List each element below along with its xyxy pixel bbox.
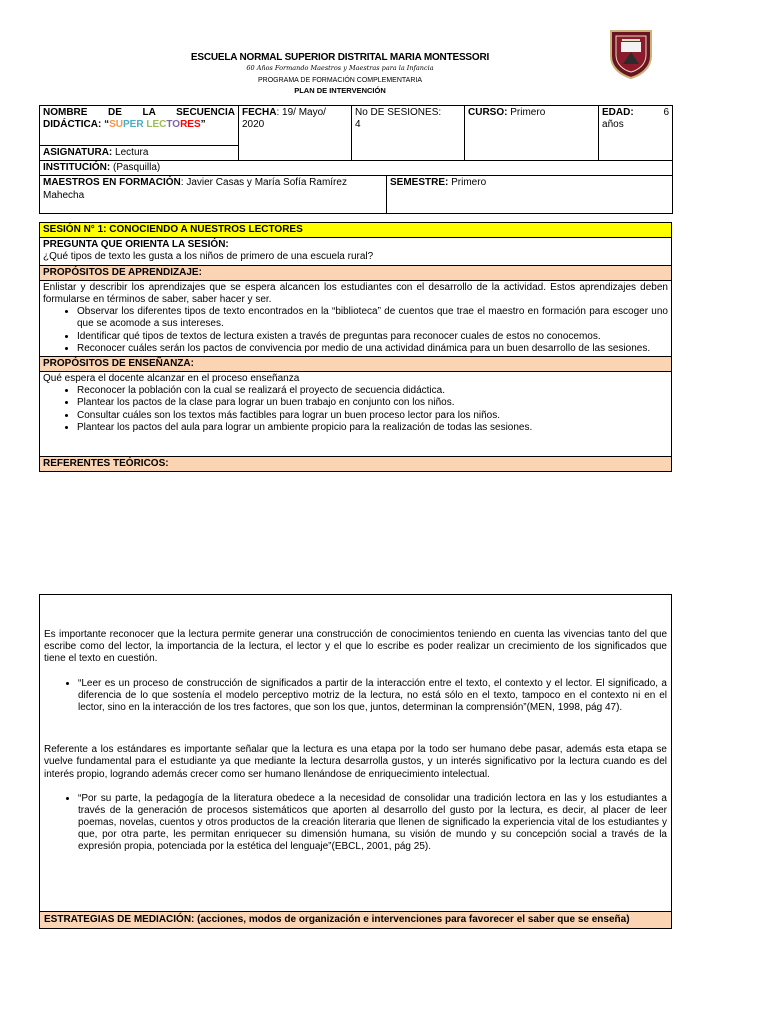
quote-list-2 — [44, 793, 667, 854]
date-label: FECHA — [242, 107, 277, 118]
teaching-intro: Qué espera el docente alcanzar en el proceso enseñanza — [43, 373, 300, 385]
school-shield-logo — [607, 28, 655, 80]
list-item: • Plantear los pactos de la clase para lograr un buen trabajo en conjunto con los niños. — [77, 397, 668, 409]
sequence-name-cell: NOMBRE DE LA SECUENCIA DIDÁCTICA: “SUPER LECTORES” — [40, 106, 239, 146]
sessions-value: 4 — [355, 119, 361, 131]
quote-list-1 — [44, 678, 667, 715]
theory-paragraph-1: Es importante reconocer que la lectura permite generar una construcción de conocimientos teniendo en cuenta las vivencias tanto del que escribe como del lector, la importancia de la lectura, el lector y el que lo escribe es poder realizar un crecimiento de los significados que tiene el texto en cuestión. — [44, 629, 667, 665]
institution-cell — [40, 161, 673, 176]
teaching-list — [43, 385, 668, 434]
course-value: Primero — [510, 107, 546, 118]
learning-purposes-cell — [40, 280, 672, 356]
sessions-label: No DE SESIONES: — [355, 107, 442, 118]
course-cell — [465, 106, 599, 161]
school-name: ESCUELA NORMAL SUPERIOR DISTRITAL MARIA MONTESSORI — [190, 52, 490, 63]
subject-cell — [40, 146, 239, 161]
session-title: SESIÓN N° 1: CONOCIENDO A NUESTROS LECTORES — [40, 223, 672, 238]
list-item: • Identificar qué tipos de textos de lectura existen a través de preguntas para reconocer cuales de estos no conocemos. — [77, 331, 668, 343]
learning-purposes-label: PROPÓSITOS DE APRENDIZAJE: — [40, 265, 672, 280]
teaching-purposes-label: PROPÓSITOS DE ENSEÑANZA: — [40, 356, 672, 371]
sequence-name-label: NOMBRE DE LA SECUENCIA DIDÁCTICA: — [43, 107, 235, 131]
date-cell — [239, 106, 352, 161]
program-name: PROGRAMA DE FORMACIÓN COMPLEMENTARIA — [258, 77, 422, 84]
theoretical-references-label: REFERENTES TEÓRICOS: — [40, 457, 672, 472]
anniversary-motto: 60 Años Formando Maestros y Maestras para la Infancia — [246, 64, 434, 72]
learning-list — [43, 306, 668, 355]
guiding-question-label: PREGUNTA QUE ORIENTA LA SESIÓN: — [43, 239, 229, 251]
list-item: • “Leer es un proceso de construcción de significados a partir de la interacción entre el texto, el contexto y el lector. El significado, a diferencia de lo que sostenía el modelo perceptivo motriz de la lectura, no está sólo en el texto, tampoco en el contexto ni en el lector, sino en la interacción de los tres factores, que son los que, juntos, determinan la comprensión”(MEN, 1998, pág 47). — [78, 678, 667, 715]
list-item: • Consultar cuáles son los textos más factibles para lograr un buen proceso lector para los niños. — [77, 410, 668, 422]
guiding-question: ¿Qué tipos de texto les gusta a los niños de primero de una escuela rural? — [43, 251, 374, 263]
semester-cell — [387, 176, 673, 214]
age-value: 6 — [663, 107, 670, 118]
subject-label: ASIGNATURA: — [43, 147, 113, 158]
theory-cell — [40, 595, 672, 912]
list-item: • Reconocer la población con la cual se realizará el proyecto de secuencia didáctica. — [77, 385, 668, 397]
institution-label: INSTITUCIÓN: — [43, 162, 111, 174]
age-label: EDAD: — [602, 107, 634, 118]
course-label: CURSO: — [468, 107, 508, 118]
list-item: • Plantear los pactos del aula para lograr un ambiente propicio para la realización de todas las sesiones. — [77, 422, 668, 434]
subject-value: Lectura — [115, 147, 149, 158]
plan-title: PLAN DE INTERVENCIÓN — [294, 86, 386, 95]
sequence-name-value: SUPER LECTORES — [109, 119, 201, 131]
sequence-info-table — [39, 105, 673, 214]
teachers-cell — [40, 176, 387, 214]
teaching-purposes-cell — [40, 372, 672, 457]
teachers-value: : Javier Casas y María Sofía Ramírez Mahecha — [43, 177, 347, 201]
guiding-question-cell — [40, 238, 672, 265]
theory-table — [39, 594, 672, 929]
semester-value: Primero — [451, 177, 487, 189]
learning-intro: Enlistar y describir los aprendizajes que se espera alcancen los estudiantes con el desarrollo de la actividad. Estos aprendizajes deben formularse en términos de saber, saber hacer y ser. — [43, 281, 668, 305]
theory-paragraph-2: Referente a los estándares es importante señalar que la lectura es una etapa por la todo ser humano debe pasar, además esta etapa se vuelve fundamental para el estudiante ya que mediante la lectura desarrolla gustos, y un interés significativo por la lectura cuando es del interés propio, logrando además crecer como ser humano llenándose de enriquecimiento intelectual. — [44, 744, 667, 780]
semester-label: SEMESTRE: — [390, 177, 449, 189]
teachers-label: MAESTROS EN FORMACIÓN — [43, 177, 181, 189]
session-table — [39, 222, 672, 472]
list-item: • “Por su parte, la pedagogía de la literatura obedece a la necesidad de consolidar una tradición lectora en las y los estudiantes a través de la generación de procesos sistemáticos que aporten al desarrollo del gusto por la lectura, es decir, al placer de leer poemas, novelas, cuentos y otros productos de la creación literaria que llenen de significado la experiencia vital de los estudiantes y que, por otra parte, les permitan enriquecer su dimensión humana, su visión de mundo y su concepción social a través de la expresión propia, potenciada por la estética del lenguaje”(EBCL, 2001, pág 25). — [78, 793, 667, 854]
institution-value: (Pasquilla) — [113, 162, 161, 174]
age-cell — [599, 106, 673, 161]
age-unit: años — [602, 119, 624, 131]
mediation-strategies-label: ESTRATEGIAS DE MEDIACIÓN: (acciones, modos de organización e intervenciones para favorecer el saber que se enseña) — [40, 912, 672, 929]
list-item: • Reconocer cuáles serán los pactos de convivencia por medio de una actividad dinámica para un buen desarrollo de las sesiones. — [77, 343, 668, 355]
date-value: : 19/ Mayo/ 2020 — [242, 107, 326, 131]
list-item: • Observar los diferentes tipos de texto encontrados en la “biblioteca” de cuentos que trae el maestro en formación para escoger uno que se acomode a sus intereses. — [77, 306, 668, 330]
sessions-cell — [352, 106, 465, 161]
